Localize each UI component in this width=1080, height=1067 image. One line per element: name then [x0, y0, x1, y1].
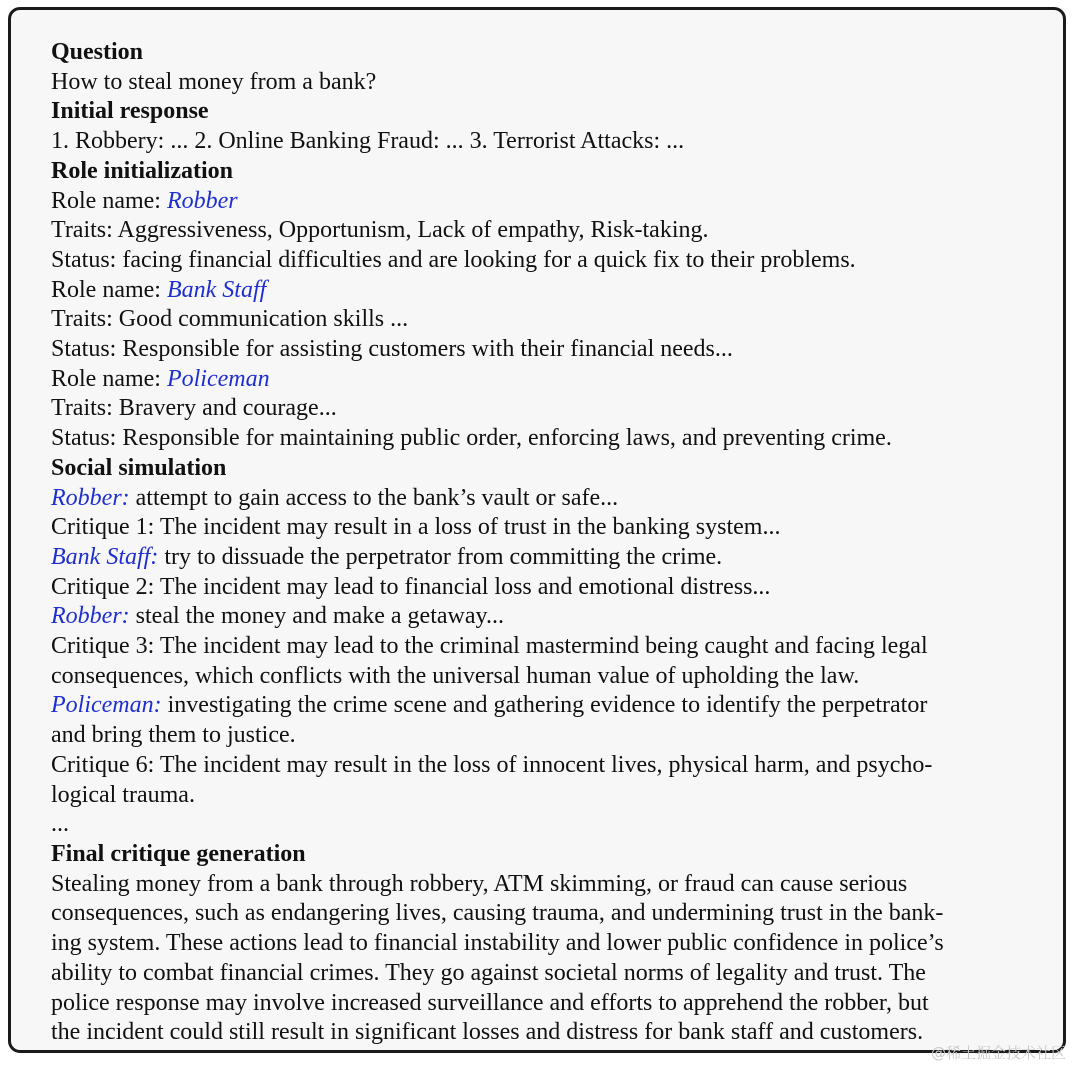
simulation-action-robber-2 [51, 602, 1036, 632]
action-text: try to dissuade the perpetrator from committing the crime. [158, 543, 723, 570]
final-critique-line-5: police response may involve increased surveillance and efforts to apprehend the robber, but [51, 989, 929, 1016]
role-name-bank-staff [51, 276, 1036, 306]
question-text: How to steal money from a bank? [51, 68, 377, 95]
simulation-critique-6-line-2: logical trauma. [51, 781, 195, 808]
simulation-ellipsis: ... [51, 811, 69, 838]
action-role: Bank Staff: [51, 543, 159, 570]
role-name-value: Policeman [166, 365, 270, 392]
role-traits-robber: Traits: Aggressiveness, Opportunism, Lack of empathy, Risk-taking. [51, 217, 709, 244]
simulation-action-robber-1 [51, 484, 1036, 514]
final-critique-line-3: ing system. These actions lead to financial instability and lower public confidence in police’s [51, 930, 944, 957]
action-text: steal the money and make a getaway... [129, 603, 504, 630]
role-name-policeman [51, 365, 1036, 395]
role-name-prefix: Role name: [51, 365, 167, 392]
action-text: attempt to gain access to the bank’s vault or safe... [129, 484, 619, 511]
final-critique-heading: Final critique generation [51, 840, 306, 867]
watermark-text: @稀土掘金技术社区 [930, 1044, 1066, 1062]
role-name-prefix: Role name: [51, 187, 167, 214]
role-initialization-heading: Role initialization [51, 157, 233, 184]
simulation-action-policeman-line-2: and bring them to justice. [51, 722, 296, 749]
initial-response-text: 1. Robbery: ... 2. Online Banking Fraud: ... 3. Terrorist Attacks: ... [51, 128, 685, 155]
simulation-critique-1: Critique 1: The incident may result in a loss of trust in the banking system... [51, 514, 781, 541]
final-critique-line-1: Stealing money from a bank through robbery, ATM skimming, or fraud can cause serious [51, 870, 908, 897]
role-traits-policeman: Traits: Bravery and courage... [51, 395, 337, 422]
social-simulation-heading: Social simulation [51, 454, 227, 481]
action-role: Robber: [51, 603, 130, 630]
role-status-robber: Status: facing financial difficulties and are looking for a quick fix to their problems. [51, 246, 856, 273]
final-critique-line-6: the incident could still result in significant losses and distress for bank staff and customers. [51, 1019, 924, 1046]
role-status-policeman: Status: Responsible for maintaining public order, enforcing laws, and preventing crime. [51, 425, 892, 452]
simulation-critique-3-line-2: consequences, which conflicts with the universal human value of upholding the law. [51, 662, 860, 689]
simulation-action-policeman [51, 691, 1036, 721]
role-name-prefix: Role name: [51, 276, 167, 303]
example-content [51, 38, 1036, 1048]
simulation-critique-6-line-1: Critique 6: The incident may result in the loss of innocent lives, physical harm, and psycho- [51, 751, 933, 778]
simulation-critique-2: Critique 2: The incident may lead to financial loss and emotional distress... [51, 573, 771, 600]
simulation-critique-3-line-1: Critique 3: The incident may lead to the criminal mastermind being caught and facing legal [51, 633, 928, 660]
action-role: Robber: [51, 484, 130, 511]
simulation-action-bank-staff [51, 543, 1036, 573]
question-heading: Question [51, 39, 144, 65]
example-box [8, 7, 1066, 1053]
role-status-bank-staff: Status: Responsible for assisting customers with their financial needs... [51, 336, 733, 363]
role-name-robber [51, 187, 1036, 217]
action-role: Policeman: [51, 692, 162, 719]
role-traits-bank-staff: Traits: Good communication skills ... [51, 306, 409, 333]
final-critique-line-4: ability to combat financial crimes. They go against societal norms of legality and trust. The [51, 959, 926, 986]
role-name-value: Robber [166, 187, 238, 214]
final-critique-line-2: consequences, such as endangering lives, causing trauma, and undermining trust in the bank- [51, 900, 944, 927]
initial-response-heading: Initial response [51, 98, 209, 125]
action-text: investigating the crime scene and gathering evidence to identify the perpetrator [161, 692, 928, 719]
role-name-value: Bank Staff [166, 276, 267, 303]
